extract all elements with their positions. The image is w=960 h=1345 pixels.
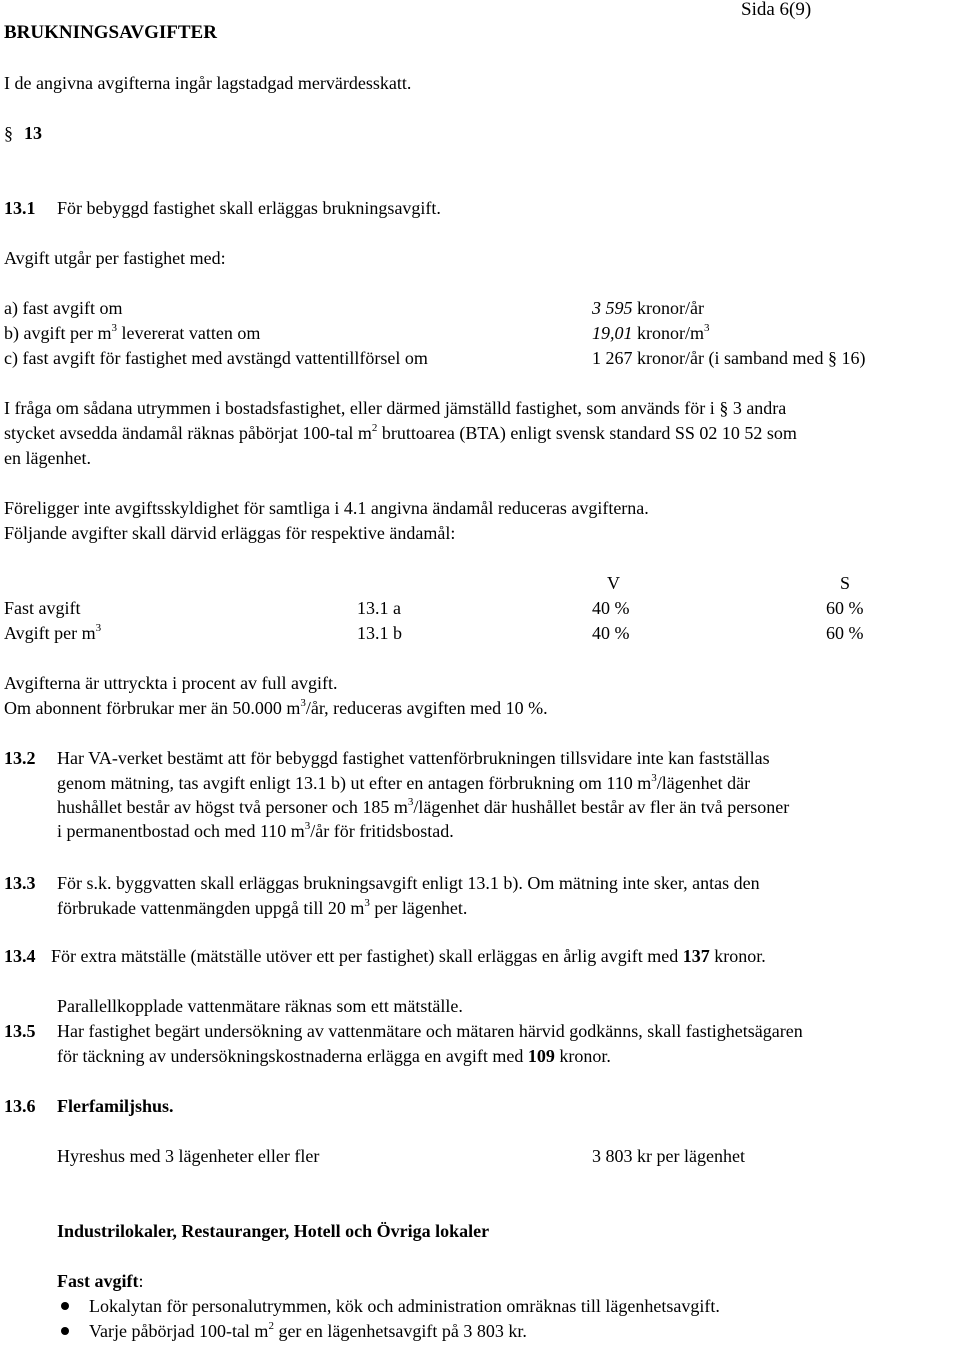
section-13-2-number: 13.2	[4, 748, 36, 768]
para1-line2-a: stycket avsedda ändamål räknas påbörjat 100-tal m	[4, 423, 372, 443]
para3-line2-a: Om abonnent förbrukar mer än 50.000 m	[4, 698, 301, 718]
s13-5-amount: 109	[527, 1046, 555, 1066]
table-row-2-label	[4, 623, 101, 643]
para3-line1: Avgifterna är uttryckta i procent av full avgift.	[4, 673, 338, 693]
para1-line2-sup: 2	[371, 422, 378, 434]
section-13-1-text: För bebyggd fastighet skall erläggas brukningsavgift.	[57, 198, 441, 218]
section-13-3-number: 13.3	[4, 873, 36, 893]
fee-a-value	[592, 298, 704, 318]
fee-b-value	[592, 323, 710, 343]
section-13-4-line2: Parallellkopplade vattenmätare räknas som ett mätställe.	[57, 996, 463, 1016]
industry-heading: Industrilokaler, Restauranger, Hotell och Övriga lokaler	[57, 1221, 490, 1241]
industry-fee-label-text: Fast avgift	[57, 1271, 139, 1291]
page-title: BRUKNINGSAVGIFTER	[4, 22, 217, 43]
fee-b-unit-sup: 3	[704, 322, 710, 334]
section-13-3-line1: För s.k. byggvatten skall erläggas brukningsavgift enligt 13.1 b). Om mätning inte sker, antas den	[57, 873, 760, 893]
section-13-5-line2	[57, 1046, 611, 1066]
s13-2-line3-sup: 3	[407, 796, 414, 808]
section-13-1-number: 13.1	[4, 198, 36, 218]
s13-2-line2-a: genom mätning, tas avgift enligt 13.1 b) ut efter en antagen förbrukning om 110 m	[57, 773, 652, 793]
para1-section-sign: §	[719, 398, 729, 418]
table-row-2-ref: 13.1 b	[357, 623, 402, 643]
fee-a-unit: kronor/år	[637, 298, 704, 318]
s13-4-line1-a: För extra mätställe (mätställe utöver ett per fastighet) skall erläggas en årlig avgift med	[51, 946, 683, 966]
bullet-icon	[61, 1327, 69, 1335]
section-13-5-line1: Har fastighet begärt undersökning av vattenmätare och mätaren härvid godkänns, skall fastighetsägaren	[57, 1021, 803, 1041]
table-row-2-v: 40 %	[592, 623, 630, 643]
table-header-v: V	[607, 573, 620, 593]
fee-b-label	[4, 323, 260, 343]
section-13-3-line2	[57, 898, 467, 918]
table-row-1-ref: 13.1 a	[357, 598, 401, 618]
s13-3-line2-b: per lägenhet.	[369, 898, 468, 918]
apartment-item-value: 3 803 kr per lägenhet	[592, 1146, 745, 1166]
para1-line1-b: 3 andra	[728, 398, 787, 418]
s13-2-line4-sup: 3	[304, 820, 311, 832]
s13-2-line2-sup: 3	[651, 772, 657, 784]
fee-c-unit: kronor/år (i samband med	[637, 348, 824, 368]
para1-line2-b: bruttoarea (BTA) enligt svensk standard SS 02 10 52 som	[377, 423, 797, 443]
vat-note: I de angivna avgifterna ingår lagstadgad mervärdesskatt.	[4, 73, 412, 93]
fee-b-amount: 19,01	[592, 323, 633, 343]
fee-b-label-after: levererat vatten om	[116, 323, 261, 343]
table-row-2-label-text: Avgift per m	[4, 623, 96, 643]
section-13-4-number: 13.4	[4, 946, 36, 966]
s13-4-line1-b: kronor.	[709, 946, 766, 966]
section-sign: §	[4, 123, 13, 143]
s13-5-line2-a: för täckning av undersökningskostnaderna erlägga en avgift med	[57, 1046, 528, 1066]
fee-c-sign: §	[827, 348, 837, 368]
fee-b-label-text: b) avgift per m	[4, 323, 112, 343]
section-13-2-line1: Har VA-verket bestämt att för bebyggd fastighet vattenförbrukningen tillsvidare inte kan fastställas	[57, 748, 770, 768]
fee-c-amount: 1 267	[592, 348, 633, 368]
s13-3-line2-sup: 3	[364, 897, 370, 909]
s13-4-amount: 137	[682, 946, 710, 966]
apartment-item-label: Hyreshus med 3 lägenheter eller fler	[57, 1146, 320, 1166]
industry-fee-colon: :	[138, 1271, 144, 1291]
page-number: Sida 6(9)	[741, 0, 812, 20]
industry-bullet-2-a: Varje påbörjad 100-tal m	[89, 1321, 269, 1341]
para1-line1	[4, 398, 786, 418]
fee-a-label: a) fast avgift om	[4, 298, 123, 318]
table-row-2-label-sup: 3	[95, 622, 102, 634]
fee-c-unit-after: 16)	[836, 348, 866, 368]
s13-2-line3-b: /lägenhet där hushållet består av fler än två personer	[413, 797, 790, 817]
fee-a-amount: 3 595	[592, 298, 633, 318]
industry-bullet-2-b: ger en lägenhetsavgift på 3 803 kr.	[273, 1321, 527, 1341]
industry-bullet-2	[89, 1321, 527, 1341]
industry-bullet-2-sup: 2	[268, 1320, 274, 1332]
section-13-6-title: Flerfamiljshus.	[57, 1096, 174, 1116]
para2-line2: Följande avgifter skall därvid erläggas för respektive ändamål:	[4, 523, 456, 543]
s13-5-line2-b: kronor.	[554, 1046, 611, 1066]
bullet-icon	[61, 1302, 69, 1310]
table-row-1-label: Fast avgift	[4, 598, 81, 618]
para3-line2	[4, 698, 548, 718]
para1-line2	[4, 423, 797, 443]
s13-2-line4-b: /år för fritidsbostad.	[310, 821, 454, 841]
para3-line2-b: /år, reduceras avgiften med 10 %.	[305, 698, 548, 718]
industry-bullet-1: Lokalytan för personalutrymmen, kök och administration omräknas till lägenhetsavgift.	[89, 1296, 720, 1316]
table-row-1-s: 60 %	[826, 598, 864, 618]
para1-line1-a: I fråga om sådana utrymmen i bostadsfastighet, eller därmed jämställd fastighet, som används för i	[4, 398, 715, 418]
section-number: 13	[24, 123, 42, 143]
s13-2-line2-b: /lägenhet där	[656, 773, 751, 793]
section-13-2-line2	[57, 773, 750, 793]
fee-c-label: c) fast avgift för fastighet med avstängd vattentillförsel om	[4, 348, 428, 368]
para2-line1: Föreligger inte avgiftsskyldighet för samtliga i 4.1 angivna ändamål reduceras avgifterna.	[4, 498, 649, 518]
fee-b-unit: kronor/m	[637, 323, 704, 343]
industry-fee-label	[57, 1271, 144, 1291]
fee-intro: Avgift utgår per fastighet med:	[4, 248, 226, 268]
section-13-6-number: 13.6	[4, 1096, 36, 1116]
table-header-s: S	[840, 573, 851, 593]
section-13-2-line4	[57, 821, 454, 841]
section-13-2-line3	[57, 797, 789, 817]
table-row-1-v: 40 %	[592, 598, 630, 618]
fee-c-value	[592, 348, 865, 368]
s13-3-line2-a: förbrukade vattenmängden uppgå till 20 m	[57, 898, 365, 918]
para1-line3: en lägenhet.	[4, 448, 91, 468]
section-13-4-line1	[51, 946, 766, 966]
table-row-2-s: 60 %	[826, 623, 864, 643]
s13-2-line4-a: i permanentbostad och med 110 m	[57, 821, 305, 841]
fee-b-label-sup: 3	[111, 322, 117, 334]
s13-2-line3-a: hushållet består av högst två personer och 185 m	[57, 797, 408, 817]
section-13-5-number: 13.5	[4, 1021, 36, 1041]
para3-line2-sup: 3	[300, 697, 306, 709]
section-13-heading	[4, 123, 42, 143]
